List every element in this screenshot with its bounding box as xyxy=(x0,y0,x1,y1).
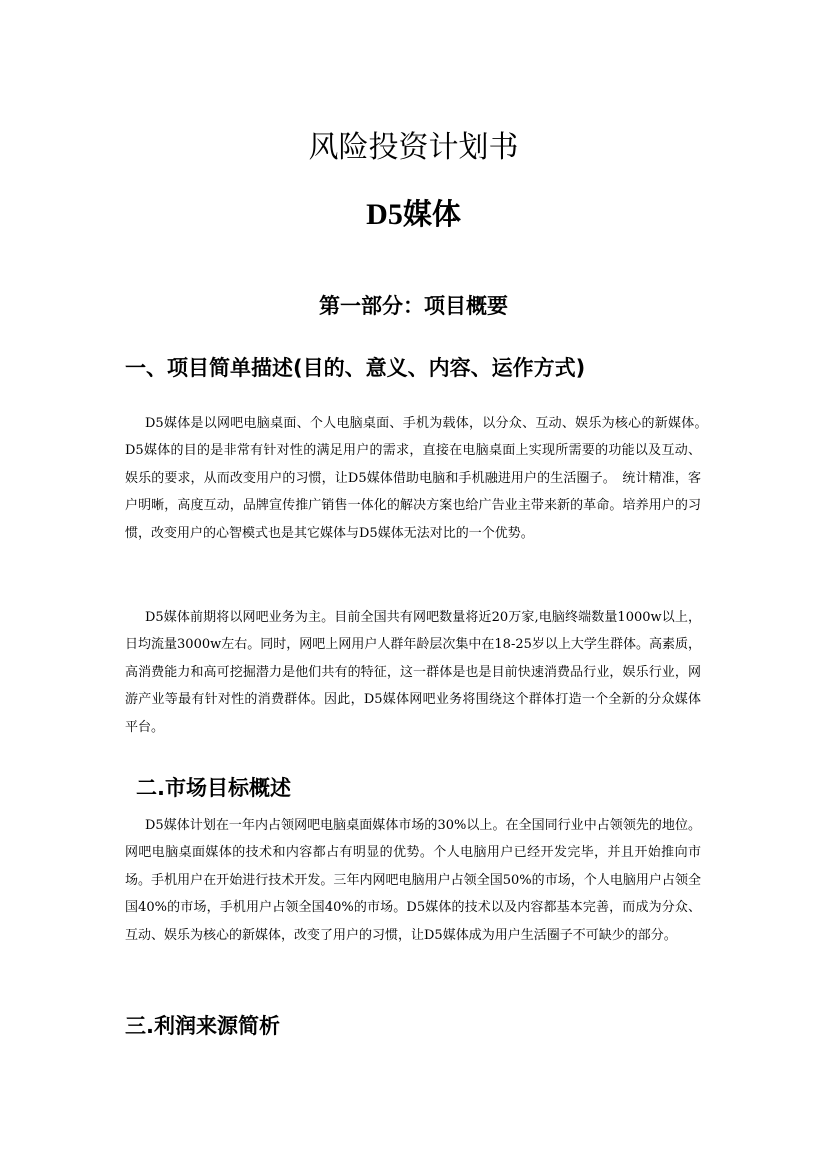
subtitle-brand: D5 xyxy=(366,198,403,231)
document-title: 风险投资计划书 xyxy=(308,130,519,165)
paragraph-project-description: D5媒体是以网吧电脑桌面、个人电脑桌面、手机为载体，以分众、互动、娱乐为核心的新媒体。 D5媒体的目的是非常有针对性的满足用户的需求，直接在电脑桌面上实现所需要的功能以及互动、娱乐的要求，从而改变用户的习惯，让D5媒体借助电脑和手机融进用户的生活圈子。 统计精准，客户明晰，高度互动，品牌宣传推广销售一体化的解决方案也给广告业主带来新的革命。培养用户的习惯，改变用户的心智模式也是其它媒体与D5媒体无法对比的一个优势。 xyxy=(125,416,715,541)
part-heading: 第一部分：项目概要 xyxy=(319,294,508,318)
section-heading-market-goals: 二.市场目标概述 xyxy=(136,776,291,800)
section-heading-profit-sources: 三.利润来源简析 xyxy=(125,1014,280,1038)
paragraph-market-goals: D5媒体计划在一年内占领网吧电脑桌面媒体市场的30%以上。在全国同行业中占领领先的地位。网吧电脑桌面媒体的技术和内容都占有明显的优势。个人电脑用户已经开发完毕，并且开始推向市场。手机用户在开始进行技术开发。三年内网吧电脑用户占领全国50%的市场，个人电脑用户占领全国40%的市场，手机用户占领全国40%的市场。D5媒体的技术以及内容都基本完善，而成为分众、互动、娱乐为核心的新媒体，改变了用户的习惯，让D5媒体成为用户生活圈子不可缺少的部分。 xyxy=(125,818,701,943)
section-heading-project-description: 一、项目简单描述(目的、意义、内容、运作方式) xyxy=(125,356,586,380)
document-subtitle xyxy=(0,192,827,237)
paragraph-netcafe-business: D5媒体前期将以网吧业务为主。目前全国共有网吧数量将近20万家,电脑终端数量1000w以上，日均流量3000w左右。同时，网吧上网用户人群年龄层次集中在18-25岁以上大学生群体。高素质，高消费能力和高可挖掘潜力是他们共有的特征，这一群体是也是目前快速消费品行业，娱乐行业，网游产业等最有针对性的消费群体。因此，D5媒体网吧业务将围绕这个群体打造一个全新的分众媒体平台。 xyxy=(125,610,701,735)
subtitle-suffix: 媒体 xyxy=(402,197,461,231)
